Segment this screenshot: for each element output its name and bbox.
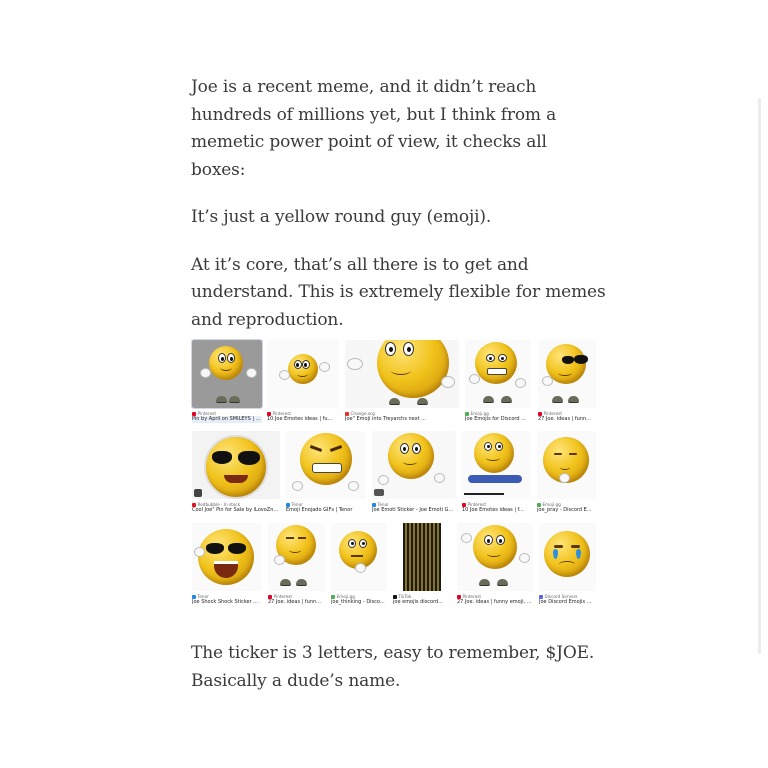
image-caption[interactable]: Joe Shock Shock Sticker ... [192,599,258,605]
gallery-item[interactable] [267,340,339,423]
source-label: TikTok [398,594,412,599]
joe-emoji-icon [209,346,243,380]
cool-pin-face-icon [204,435,268,499]
gallery-thumbnail[interactable] [192,340,262,408]
gallery-item[interactable] [268,523,325,606]
gallery-thumbnail[interactable] [538,340,596,408]
angry-face-icon [475,342,517,384]
gallery-item[interactable] [537,431,596,514]
source-label: Pinterest [273,594,292,599]
gallery-thumbnail[interactable] [537,431,596,499]
source-label: Pinterest [272,411,291,416]
gallery-item[interactable] [539,523,596,606]
source-label: Emoji.gg [542,502,561,507]
angry-face-icon [300,433,352,485]
shock-face-icon [198,529,254,585]
gallery-item[interactable] [462,431,530,514]
gallery-thumbnail[interactable] [539,523,596,591]
gallery-item[interactable] [465,340,531,423]
source-label: Pinterest [467,502,486,507]
image-caption[interactable]: 27 Joe. ideas | funny emoji, ... [457,599,532,605]
image-caption[interactable]: joe_thinking - Disco... [331,599,385,605]
gallery-thumbnail[interactable] [267,340,339,408]
image-caption[interactable]: Cool Joe" Pin for Sale by iLovoZn... [192,507,279,513]
paragraph-yellow-guy: It’s just a yellow round guy (emoji). [191,207,492,227]
source-label: Change.org [350,411,375,416]
gallery-item[interactable] [393,523,451,606]
gallery-item[interactable] [192,340,262,423]
image-caption[interactable]: Joe Emoti Sticker - Joe Emoti G... [372,507,454,513]
gallery-item[interactable] [286,431,366,514]
gallery-thumbnail[interactable] [372,431,456,499]
paragraph-ticker: The ticker is 3 letters, easy to remember, $JOE. Basically a dude’s name. [191,643,595,691]
joe-emoji-icon [388,433,434,479]
gallery-item[interactable] [192,431,280,514]
scrollbar[interactable] [758,98,761,654]
gallery-item[interactable] [372,431,456,514]
emoji-grid-screenshot [403,523,441,591]
image-caption[interactable]: 10 Joe Emotes ideas | fu... [267,416,333,422]
source-label: Emoji.gg [336,594,355,599]
image-caption[interactable]: joe_pray - Discord E... [537,507,592,513]
image-caption[interactable]: Pin by April on SMILEYS | ... [192,416,261,422]
gallery-thumbnail[interactable] [345,340,459,408]
gallery-thumbnail[interactable] [268,523,325,591]
gallery-item[interactable] [331,523,387,606]
source-label: Tenor [197,594,209,599]
image-caption[interactable]: 27 Joe. ideas | funn... [538,416,591,422]
gallery-thumbnail[interactable] [192,431,280,499]
source-label: Tenor [291,502,303,507]
gallery-thumbnail[interactable] [286,431,366,499]
gallery-thumbnail[interactable] [393,523,451,591]
source-label: Tenor [377,502,389,507]
gallery-thumbnail[interactable] [465,340,531,408]
gallery-item[interactable] [192,523,262,606]
joe-emoji-icon [288,354,318,384]
gallery-item[interactable] [457,523,533,606]
skateboard-face-icon [474,433,514,473]
paragraph-core: At it’s core, that’s all there is to get and understand. This is extremely flexible for memes and reproduction. [191,254,606,330]
source-label: Discord Servers [544,594,578,599]
image-caption[interactable]: Joe Discord Emojis ... [539,599,592,605]
joe-emoji-icon [473,525,517,569]
gallery-thumbnail[interactable] [192,523,262,591]
article-body [191,74,611,354]
joe-emoji-icon [377,340,449,398]
paragraph-intro: Joe is a recent meme, and it didn’t reach hundreds of millions yet, but I think from a memetic power point of view, it checks all boxes: [191,77,557,180]
image-caption[interactable]: 27 Joe. ideas | funn... [268,599,321,605]
image-caption[interactable]: joe emojis discord... [393,599,443,605]
article-body-continued [191,640,611,695]
source-label: Redbubble · In stock [197,502,241,507]
gallery-item[interactable] [345,340,459,423]
image-caption[interactable]: 10 Joe Emotes ideas | f... [462,507,524,513]
gallery-item[interactable] [538,340,596,423]
gallery-thumbnail[interactable] [462,431,530,499]
gallery-thumbnail[interactable] [331,523,387,591]
crying-face-icon [544,531,590,577]
source-label: Emoji.gg [470,411,489,416]
image-caption[interactable]: Joe Emojis for Discord ... [465,416,526,422]
source-label: Pinterest [197,411,216,416]
source-label: Pinterest [543,411,562,416]
source-label: Pinterest [462,594,481,599]
image-caption[interactable]: Joe" Emoji into Treyarchs next ... [345,416,426,422]
gallery-thumbnail[interactable] [457,523,533,591]
image-caption[interactable]: Emoji Enojado GIFs | Tenor [286,507,353,513]
